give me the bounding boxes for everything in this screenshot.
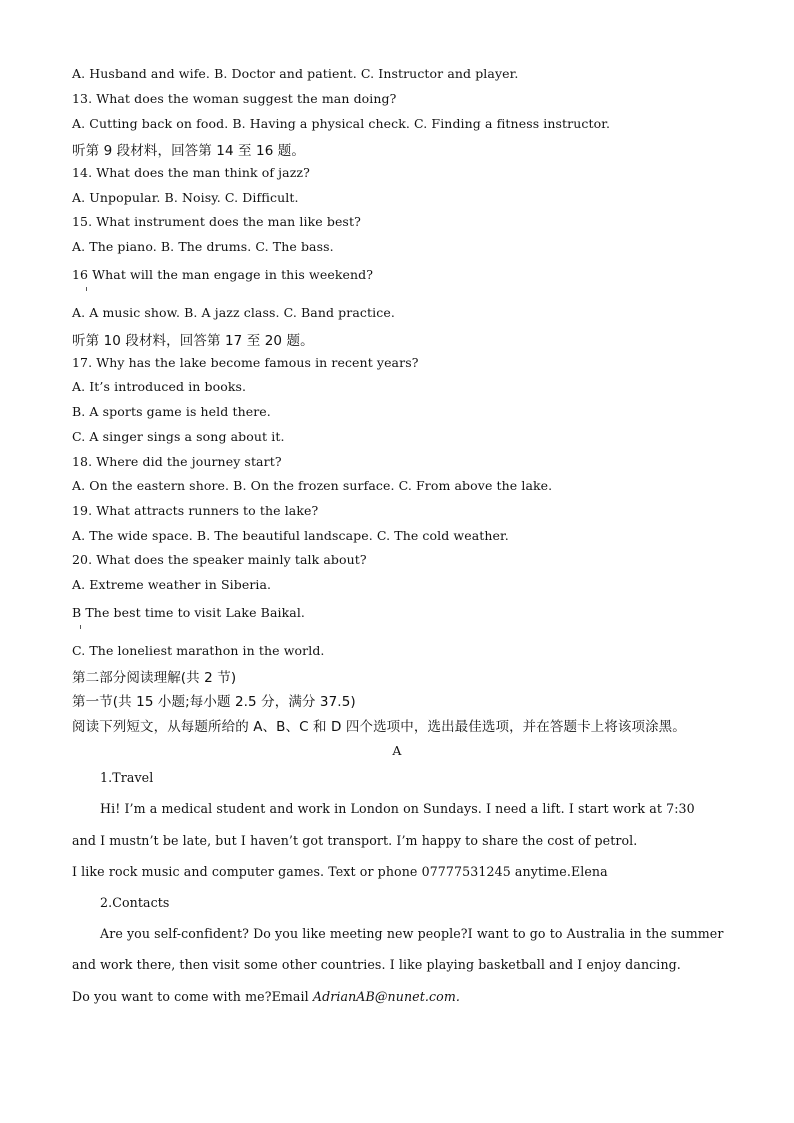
ad1-line-3: I like rock music and computer games. Text or phone 07777531245 anytime.Elena <box>72 864 608 879</box>
q13-question: 13. What does the woman suggest the man doing? <box>72 91 397 106</box>
ad2-line-3-text: Do you want to come with me?Email <box>72 989 313 1004</box>
q20-option-b: B The best time to visit Lake Baikal. <box>72 605 305 620</box>
q16-options: A. A music show. B. A jazz class. C. Band practice. <box>72 305 395 320</box>
q15-options: A. The piano. B. The drums. C. The bass. <box>72 239 334 254</box>
q19-options: A. The wide space. B. The beautiful landscape. C. The cold weather. <box>72 528 509 543</box>
stray-mark <box>80 625 81 629</box>
stray-mark <box>86 287 87 291</box>
q17-option-b: B. A sports game is held there. <box>72 404 271 419</box>
section-one-heading: 第一节(共 15 小题;每小题 2.5 分，满分 37.5) <box>72 694 356 710</box>
section-10-instruction: 听第 10 段材料，回答第 17 至 20 题。 <box>72 333 314 349</box>
q13-options: A. Cutting back on food. B. Having a physical check. C. Finding a fitness instructor. <box>72 116 611 131</box>
q15-question: 15. What instrument does the man like best? <box>72 214 361 229</box>
ad1-heading: 1.Travel <box>100 770 154 785</box>
part-two-heading: 第二部分阅读理解(共 2 节) <box>72 670 237 686</box>
passage-letter: A <box>392 743 402 758</box>
reading-instruction: 阅读下列短文，从每题所给的 A、B、C 和 D 四个选项中，选出最佳选项，并在答题卡上将该项涂黑。 <box>72 719 686 735</box>
q14-options: A. Unpopular. B. Noisy. C. Difficult. <box>72 190 299 205</box>
q18-question: 18. Where did the journey start? <box>72 454 282 469</box>
q18-options: A. On the eastern shore. B. On the frozen surface. C. From above the lake. <box>72 478 553 493</box>
ad2-line-2: and work there, then visit some other countries. I like playing basketball and I enjoy dancing. <box>72 957 681 972</box>
q20-option-c: C. The loneliest marathon in the world. <box>72 643 325 658</box>
q17-option-a: A. It’s introduced in books. <box>72 379 247 394</box>
ad2-line-3 <box>72 989 460 1004</box>
ad1-line-2: and I mustn’t be late, but I haven’t got transport. I’m happy to share the cost of petrol. <box>72 833 638 848</box>
q14-question: 14. What does the man think of jazz? <box>72 165 310 180</box>
q12-options: A. Husband and wife. B. Doctor and patient. C. Instructor and player. <box>72 66 519 81</box>
q16-question: 16 What will the man engage in this weekend? <box>72 267 374 282</box>
q17-question: 17. Why has the lake become famous in recent years? <box>72 355 419 370</box>
ad1-line-1: Hi! I’m a medical student and work in London on Sundays. I need a lift. I start work at 7:30 <box>100 801 695 816</box>
q20-question: 20. What does the speaker mainly talk about? <box>72 552 367 567</box>
ad2-heading: 2.Contacts <box>100 895 170 910</box>
q20-option-a: A. Extreme weather in Siberia. <box>72 577 272 592</box>
q17-option-c: C. A singer sings a song about it. <box>72 429 285 444</box>
section-9-instruction: 听第 9 段材料，回答第 14 至 16 题。 <box>72 143 305 159</box>
ad2-line-1: Are you self-confident? Do you like meeting new people?I want to go to Australia in the summer <box>100 926 724 941</box>
ad2-email: AdrianAB@nunet.com. <box>312 989 460 1004</box>
q19-question: 19. What attracts runners to the lake? <box>72 503 319 518</box>
